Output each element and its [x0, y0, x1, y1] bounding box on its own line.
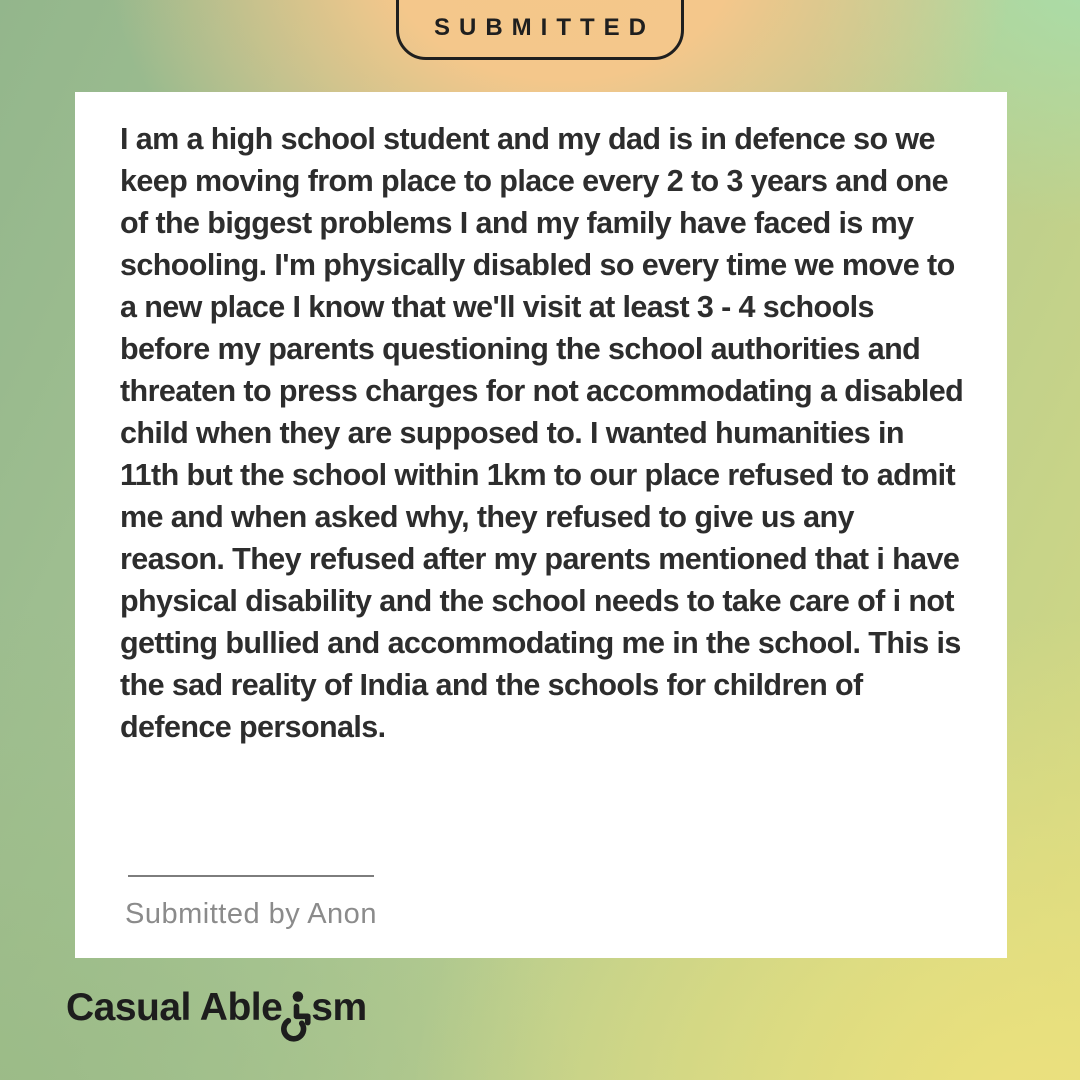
testimonial-text: I am a high school student and my dad is in defence so we keep moving from place to place every 2 to 3 years and one of the biggest problems I and my family have faced is my schooling. I'm physically disabled so every time we move to a new place I know that we'll visit at least 3 - 4 schools before my parents questioning the school authorities and threaten to press charges for not accommodating a disabled child when they are supposed to. I wanted humanities in 11th but the school within 1km to our place refused to admit me and when asked why, they refused to give us any reason. They refused after my parents mentioned that i have physical disability and the school needs to take care of i not getting bullied and accommodating me in the school. This is the sad reality of India and the schools for children of defence personals. — [120, 122, 964, 744]
brand-text-right: sm — [311, 986, 367, 1029]
wheelchair-icon — [281, 991, 312, 1043]
brand-text-left: Casual Able — [66, 986, 283, 1029]
submitted-badge — [396, 0, 684, 60]
submitted-badge-label: SUBMITTED — [434, 14, 655, 41]
attribution-divider — [128, 875, 374, 877]
brand-logo — [66, 986, 367, 1038]
attribution-text: Submitted by Anon — [125, 898, 377, 930]
testimonial-card — [75, 92, 1007, 958]
